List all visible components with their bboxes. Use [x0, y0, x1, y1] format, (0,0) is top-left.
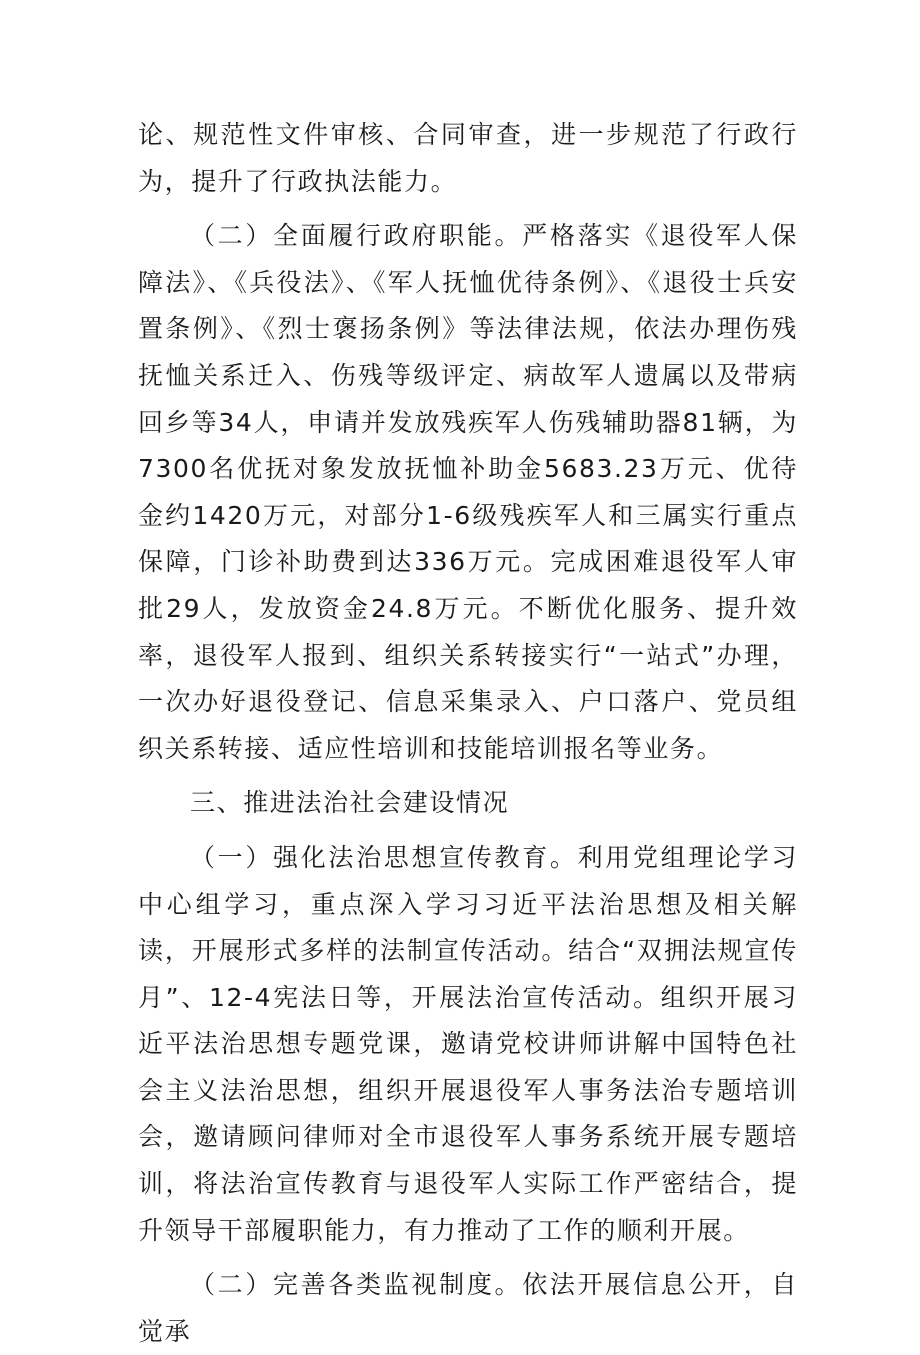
- paragraph-gap: [138, 205, 798, 213]
- document-body: [138, 112, 798, 1355]
- paragraph-fulfil-government-functions: （二）全面履行政府职能。严格落实《退役军人保障法》、《兵役法》、《军人抚恤优待条例》、《退役士兵安置条例》、《烈士褒扬条例》等法律法规，依法办理伤残抚恤关系迁入、伤残等级评定、病故军人遗属以及带病回乡等34人，申请并发放残疾军人伤残辅助器81辆，为7300名优抚对象发放抚恤补助金5683.23万元、优待金约1420万元，对部分1-6级残疾军人和三属实行重点保障，门诊补助费到达336万元。完成困难退役军人审批29人，发放资金24.8万元。不断优化服务、提升效率，退役军人报到、组织关系转接实行“一站式”办理，一次办好退役登记、信息采集录入、户口落户、党员组织关系转接、适应性培训和技能培训报名等业务。: [138, 221, 798, 763]
- paragraph-gap: [138, 772, 798, 780]
- paragraph-continuation: 论、规范性文件审核、合同审查，进一步规范了行政行为，提升了行政执法能力。: [138, 120, 798, 196]
- paragraph-gap: [138, 827, 798, 835]
- section-heading: 三、推进法治社会建设情况: [190, 788, 510, 818]
- paragraph-legal-education: （一）强化法治思想宣传教育。利用党组理论学习中心组学习，重点深入学习习近平法治思想及相关解读，开展形式多样的法制宣传活动。结合“双拥法规宣传月”、12-4宪法日等，开展法治宣传活动。组织开展习近平法治思想专题党课，邀请党校讲师讲解中国特色社会主义法治思想，组织开展退役军人事务法治专题培训会，邀请顾问律师对全市退役军人事务系统开展专题培训，将法治宣传教育与退役军人实际工作严密结合，提升领导干部履职能力，有力推动了工作的顺利开展。: [138, 842, 798, 1245]
- paragraph-gap: [138, 1254, 798, 1262]
- paragraph-supervision-system: （二）完善各类监视制度。依法开展信息公开，自觉承: [138, 1270, 798, 1346]
